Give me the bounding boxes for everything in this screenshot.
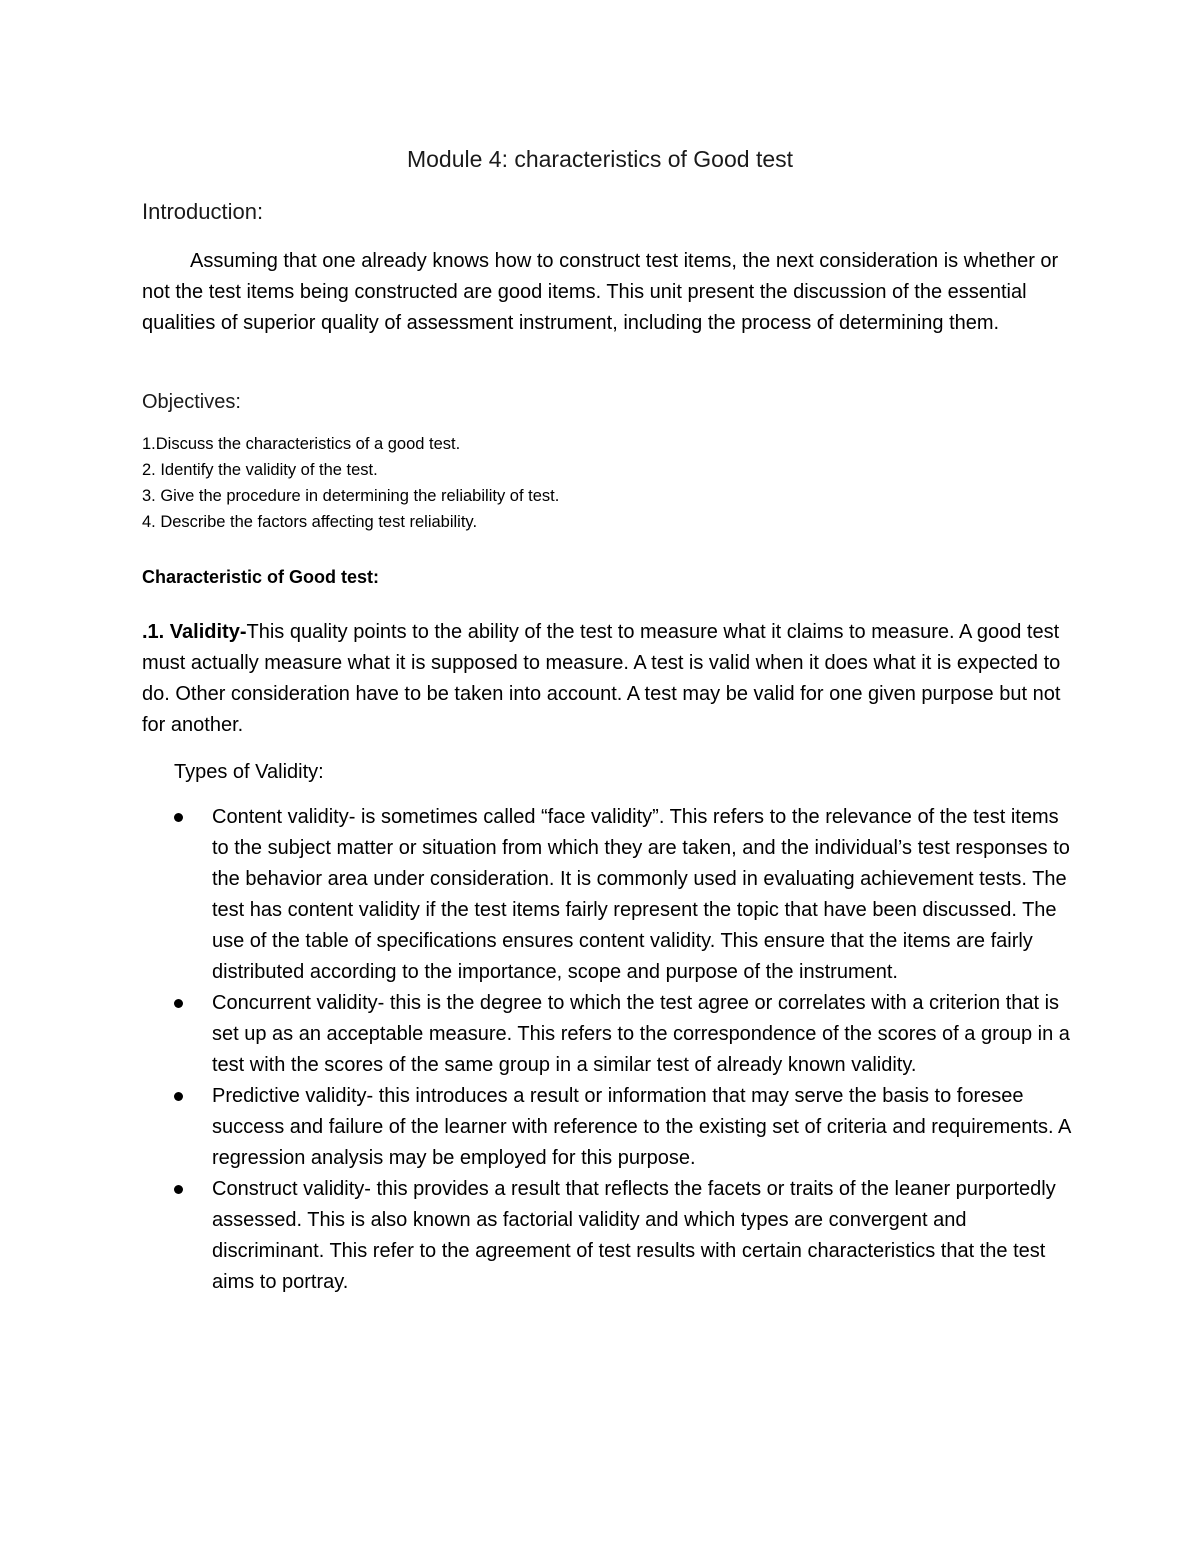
- types-heading: Types of Validity:: [174, 761, 324, 783]
- type-text: Construct validity- this provides a result that reflects the facets or traits of the leaner purportedly assessed. This is also known as factorial validity and which types are convergent and discriminant. This refer to the agreement of test results with certain characteristics that the test aims to portray.: [212, 1178, 1056, 1293]
- bullet-icon: [174, 999, 183, 1008]
- objectives-list: [142, 431, 559, 535]
- type-text: Content validity- is sometimes called “face validity”. This refers to the relevance of the test items to the subject matter or situation from which they are taken, and the individual’s test responses to the behavior area under consideration. It is commonly used in evaluating achievement tests. The test has content validity if the test items fairly represent the topic that have been discussed. The use of the table of specifications ensures content validity. This ensure that the items are fairly distributed according to the importance, scope and purpose of the instrument.: [212, 806, 1070, 983]
- bullet-icon: [174, 813, 183, 822]
- objective-item: 1.Discuss the characteristics of a good test.: [142, 435, 461, 453]
- objective-item: 4. Describe the factors affecting test reliability.: [142, 513, 478, 531]
- validity-term: Validity-: [169, 621, 247, 643]
- list-item: [212, 988, 1072, 1081]
- validity-text: This quality points to the ability of the test to measure what it claims to measure. A good test must actually measure what it is supposed to measure. A test is valid when it does what it is expected to do. Other consideration have to be taken into account. A test may be valid for one given purpose but not for another.: [142, 621, 1061, 736]
- section-heading: Characteristic of Good test:: [142, 567, 380, 587]
- type-text: Concurrent validity- this is the degree to which the test agree or correlates with a criterion that is set up as an acceptable measure. This refers to the correspondence of the scores of a group in a test with the scores of the same group in a similar test of already known validity.: [212, 992, 1070, 1076]
- objective-item: 2. Identify the validity of the test.: [142, 461, 378, 479]
- bullet-icon: [174, 1092, 183, 1101]
- objectives-heading: Objectives:: [142, 391, 241, 413]
- validity-types-list: [212, 802, 1072, 1298]
- validity-number: .1.: [142, 621, 170, 643]
- introduction-heading: Introduction:: [142, 199, 264, 224]
- page-title: Module 4: characteristics of Good test: [406, 146, 794, 172]
- list-item: [212, 1081, 1072, 1174]
- type-text: Predictive validity- this introduces a result or information that may serve the basis to foresee success and failure of the learner with reference to the existing set of criteria and requirements. A regression analysis may be employed for this purpose.: [212, 1085, 1071, 1169]
- introduction-paragraph: Assuming that one already knows how to construct test items, the next consideration is whether or not the test items being constructed are good items. This unit present the discussion of the essential qualities of superior quality of assessment instrument, including the process of determining them.: [142, 250, 1059, 334]
- objective-item: 3. Give the procedure in determining the reliability of test.: [142, 487, 560, 505]
- list-item: [212, 802, 1072, 988]
- bullet-icon: [174, 1185, 183, 1194]
- list-item: [212, 1174, 1072, 1298]
- validity-paragraph: [142, 617, 1072, 741]
